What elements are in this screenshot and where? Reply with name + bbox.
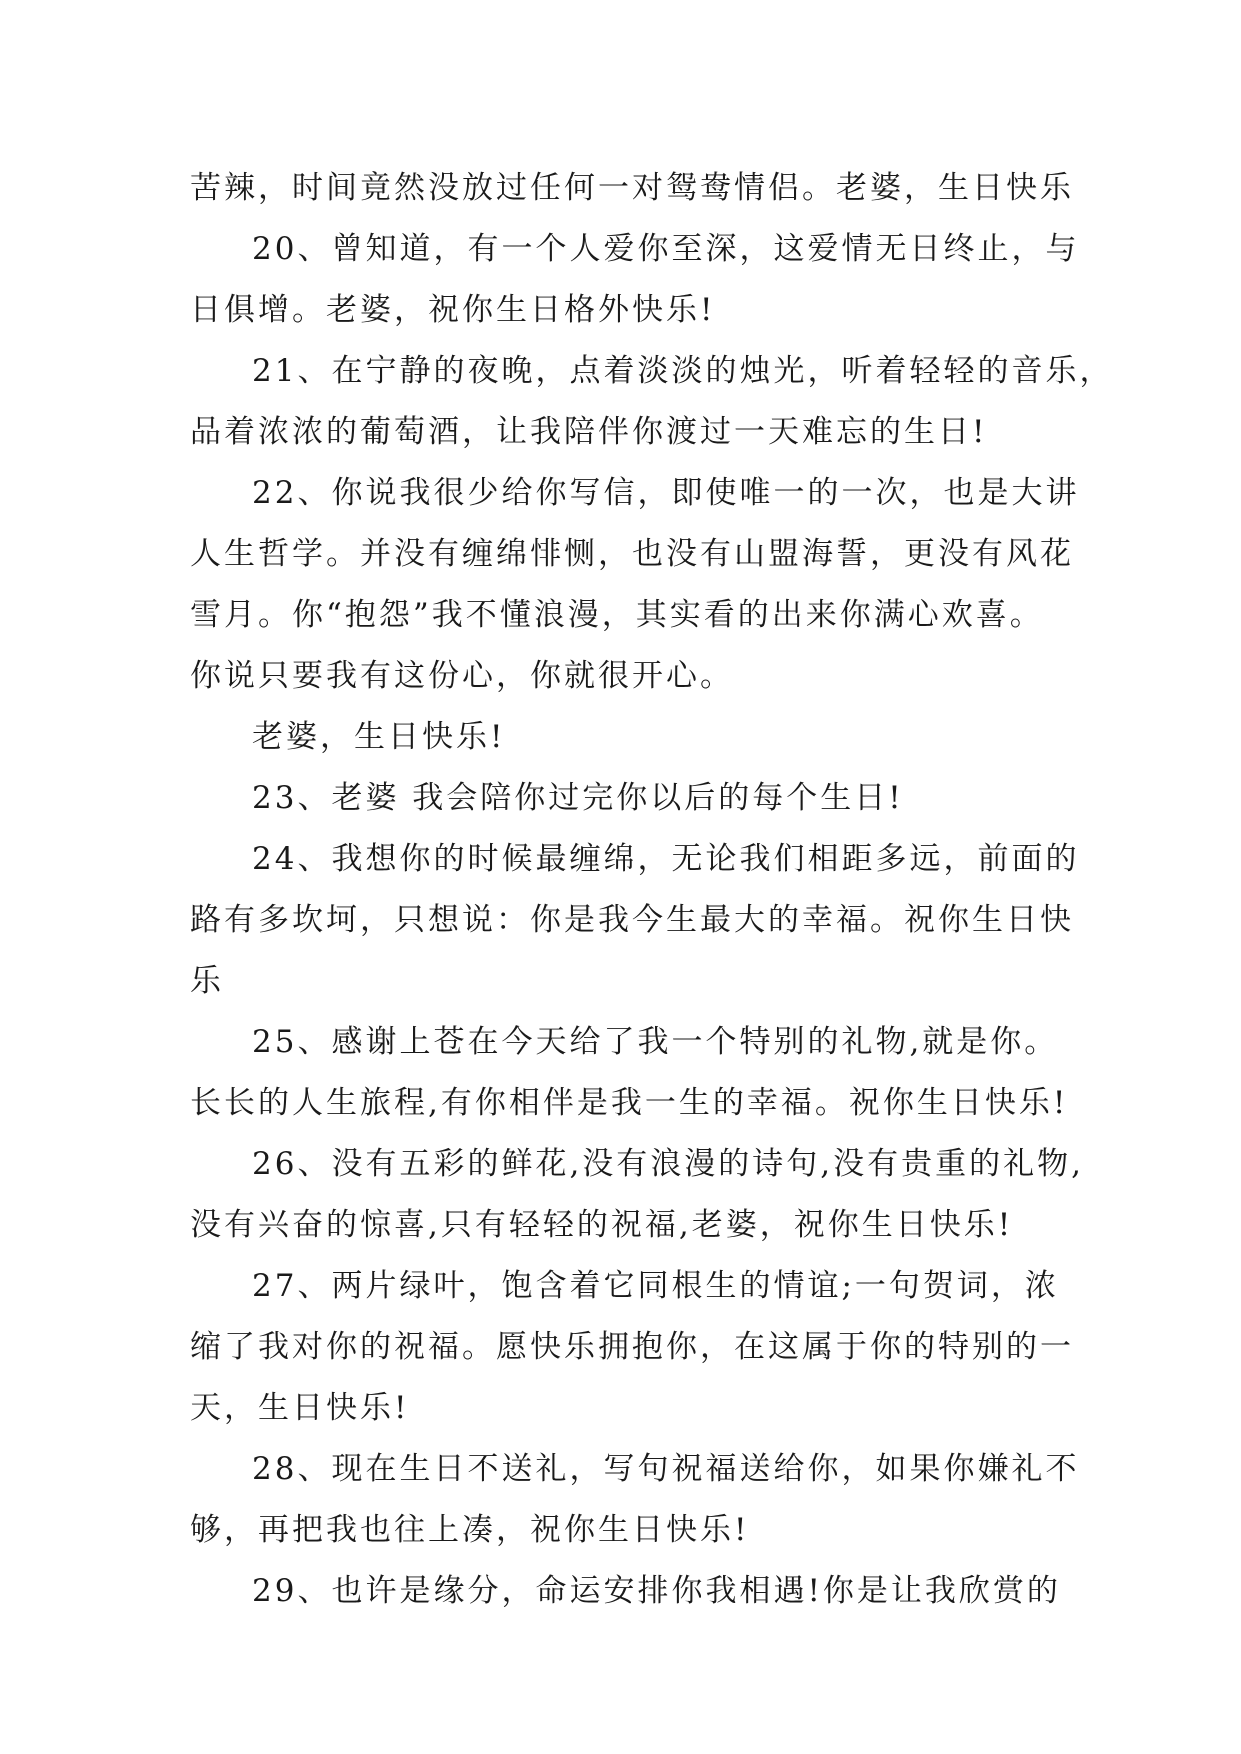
- text-line: 日俱增。老婆，祝你生日格外快乐!: [190, 292, 716, 328]
- text-line: 没有兴奋的惊喜,只有轻轻的祝福,老婆，祝你生日快乐!: [190, 1207, 1014, 1243]
- text-line: 25、感谢上苍在今天给了我一个特别的礼物,就是你。: [252, 1024, 1059, 1060]
- text-line: 天，生日快乐!: [190, 1390, 410, 1426]
- paragraph: [190, 1134, 1085, 1256]
- text-line: 品着浓浓的葡萄酒，让我陪伴你渡过一天难忘的生日!: [190, 414, 988, 450]
- text-line: 人生哲学。并没有缠绵悱恻，也没有山盟海誓，更没有风花: [190, 536, 1074, 572]
- text-line: 20、曾知道，有一个人爱你至深，这爱情无日终止，与: [252, 231, 1080, 267]
- paragraph: [190, 341, 1114, 463]
- paragraph: [190, 463, 1080, 707]
- text-line: 21、在宁静的夜晚，点着淡淡的烛光，听着轻轻的音乐，: [252, 353, 1114, 389]
- paragraph: [190, 1439, 1080, 1561]
- text-line: 够，再把我也往上凑，祝你生日快乐!: [190, 1512, 750, 1548]
- text-line: 22、你说我很少给你写信，即使唯一的一次，也是大讲: [252, 475, 1080, 511]
- text-line: 24、我想你的时候最缠绵，无论我们相距多远，前面的: [252, 841, 1080, 877]
- text-line: 缩了我对你的祝福。愿快乐拥抱你，在这属于你的特别的一: [190, 1329, 1074, 1365]
- paragraph: [190, 707, 1050, 768]
- text-line: 苦辣，时间竟然没放过任何一对鸳鸯情侣。老婆，生日快乐: [190, 170, 1074, 206]
- text-line: 老婆，生日快乐!: [252, 719, 506, 755]
- document-body: [190, 158, 1114, 1622]
- text-line: 你说只要我有这份心，你就很开心。: [190, 658, 734, 694]
- paragraph: [190, 1561, 1061, 1622]
- paragraph: [190, 1256, 1074, 1439]
- paragraph: [190, 1012, 1069, 1134]
- text-line: 雪月。你“抱怨”我不懂浪漫，其实看的出来你满心欢喜。: [190, 597, 1044, 633]
- text-line: 路有多坎坷，只想说：你是我今生最大的幸福。祝你生日快: [190, 902, 1074, 938]
- paragraph: [190, 768, 1050, 829]
- text-line: 乐: [190, 963, 224, 999]
- paragraph: [190, 158, 1074, 219]
- text-line: 29、也许是缘分，命运安排你我相遇!你是让我欣赏的: [252, 1573, 1061, 1609]
- text-line: 26、没有五彩的鲜花,没有浪漫的诗句,没有贵重的礼物,: [252, 1146, 1085, 1182]
- text-line: 长长的人生旅程,有你相伴是我一生的幸福。祝你生日快乐!: [190, 1085, 1069, 1121]
- paragraph: [190, 219, 1080, 341]
- text-line: 23、老婆 我会陪你过完你以后的每个生日!: [252, 780, 904, 816]
- paragraph: [190, 829, 1080, 1012]
- text-line: 28、现在生日不送礼，写句祝福送给你，如果你嫌礼不: [252, 1451, 1080, 1487]
- text-line: 27、两片绿叶，饱含着它同根生的情谊;一句贺词，浓: [252, 1268, 1059, 1304]
